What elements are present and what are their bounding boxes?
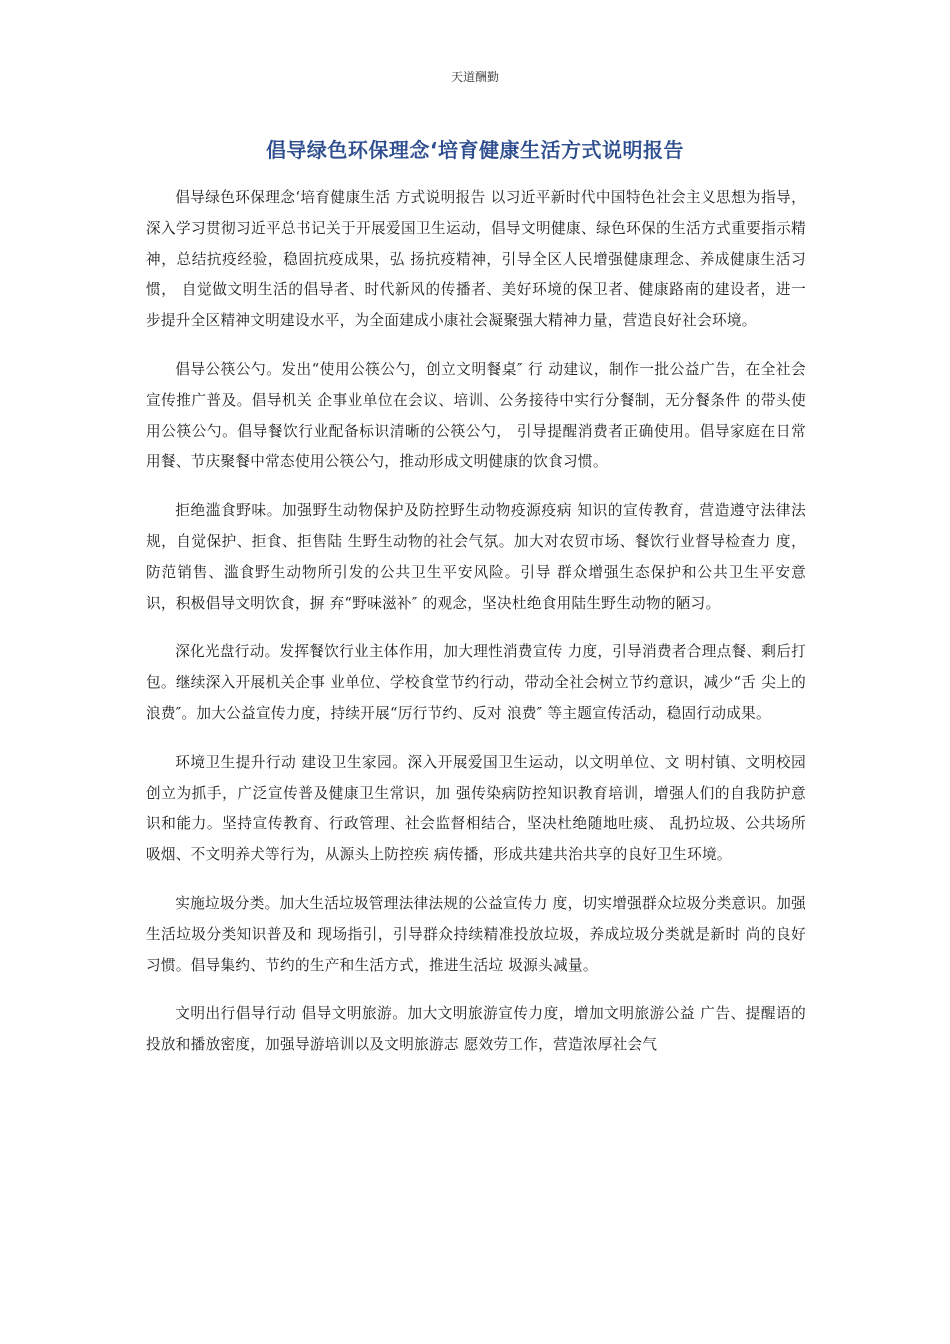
paragraph-intro: 倡导绿色环保理念‘培育健康生活 方式说明报告 以习近平新时代中国特色社会主义思想为指导，深入学习贯彻习近平总书记关于开展爱国卫生运动，倡导文明健康、绿色环保的生活方式重要指示精神，总结抗疫经验，稳固抗疫成果，弘 扬抗疫精神，引导全区人民增强健康理念、养成健康生活习惯， 自觉做文明生活的倡导者、时代新风的传播者、美好环境的保卫者、健康路南的建设者，进一步提升全区精神文明建设水平，为全面建成小康社会凝聚强大精神力量，营造良好社会环境。 — [146, 189, 806, 330]
paragraph-public-chopsticks: 倡导公筷公勺。发出“使用公筷公勺，创立文明餐桌″ 行 动建议，制作一批公益广告，在全社会宣传推广普及。倡导机关 企事业单位在会议、培训、公务接待中实行分餐制，无分餐条件 的带头使用公筷公勺。倡导餐饮行业配备标识清晰的公筷公勺， 引导提醒消费者正确使用。倡导家庭在日常用餐、节庆聚餐中常态使用公筷公勺，推动形成文明健康的饮食习惯。 — [146, 360, 807, 471]
paragraph-wild-game: 拒绝滥食野味。加强野生动物保护及防控野生动物疫源疫病 知识的宣传教育，营造遵守法律法规，自觉保护、拒食、拒售陆 生野生动物的社会气氛。加大对农贸市场、餐饮行业督导检查力 度，防范销售、滥食野生动物所引发的公共卫生平安风险。引导 群众增强生态保护和公共卫生平安意识，积极倡导文明饮食，摒 弃“野味滋补″ 的观念，坚决杜绝食用陆生野生动物的陋习。 — [146, 502, 806, 612]
paragraph-garbage-sorting: 实施垃圾分类。加大生活垃圾管理法律法规的公益宣传力 度，切实增强群众垃圾分类意识。加强生活垃圾分类知识普及和 现场指引，引导群众持续精准投放垃圾，养成垃圾分类就是新时 尚的良好习惯。倡导集约、节约的生产和生活方式，推进生活垃 圾源头减量。 — [146, 894, 807, 974]
paragraph-civilized-travel: 文明出行倡导行动 倡导文明旅游。加大文明旅游宣传力度，增加文明旅游公益 广告、提醒语的投放和播放密度，加强导游培训以及文明旅游志 愿效劳工作，营造浓厚社会气 — [146, 1005, 806, 1054]
paragraph-environment-hygiene: 环境卫生提升行动 建设卫生家园。深入开展爱国卫生运动，以文明单位、文 明村镇、文明校园创立为抓手，广泛宣传普及健康卫生常识，加 强传染病防控知识教育培训，增强人们的自我防护意识和能力。坚持宣传教育、行政管理、社会监督相结合，坚决杜绝随地吐痰、 乱扔垃圾、公共场所吸烟、不文明养犬等行为，从源头上防控疾 病传播，形成共建共治共享的良好卫生环境。 — [146, 753, 806, 864]
document-title: 倡导绿色环保理念‘培育健康生活方式说明报告 — [265, 138, 685, 162]
page-header: 天道酬勤 — [450, 70, 499, 84]
paragraph-clean-plate: 深化光盘行动。发挥餐饮行业主体作用，加大理性消费宣传 力度，引导消费者合理点餐、剩后打包。继续深入开展机关企事 业单位、学校食堂节约行动，带动全社会树立节约意识，减少“舌 尖上的浪费″。加大公益宣传力度，持续开展“厉行节约、反对 浪费″ 等主题宣传活动，稳固行动成果。 — [146, 643, 806, 722]
document-body — [146, 183, 806, 1079]
